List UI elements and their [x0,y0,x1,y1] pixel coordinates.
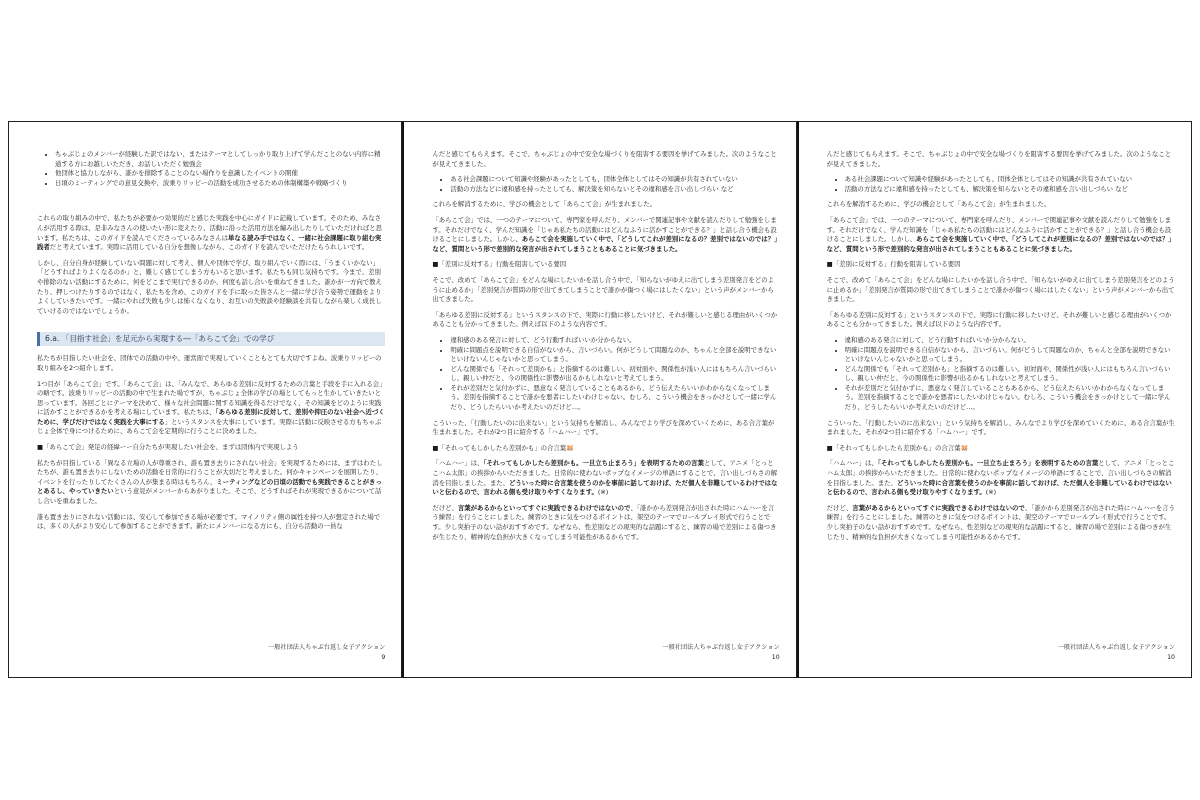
footer-org: 一般社団法人ちゃぶ台返し女子アクション [268,644,386,651]
paragraph: 1つ目が「あらこて会」です。「あらこて会」は、「みんなで、あらゆる差別に反対するための言葉と手段を手に入れる会」の略です。波乗りリッピーの活動の中で生まれた場ですが、ちゃぶじょ全体の学びの場としてもっと生かしていきたいと思っています。各回ごとにテーマを決めて、様々な社会問題に関する知識を得るだけでなく、その知識をどのように実践に活かすことができるかを考える場にしています。私たちは、「あらゆる差別に反対して、差別や抑圧のない社会へ近づくために、学びだけではなく実践を大事にする」というスタンスを大事にしています。実際に活動に反映させる方もちゃぶじょ全体で身につけるために、あらこて会を定期的に行うことに決めました。 [37,379,385,436]
document-viewer [8,121,1192,678]
paragraph: 私たちが目指したい社会を、団体での活動の中や、運営面で実現していくこともとても大切ですよね。波乗りリッピーの取り組みを2つ紹介します。 [37,354,382,372]
list-item: • ある社会課題について知識や経験があったとしても、団体全体としてはその知識が共有されていない [845,175,1175,185]
page-10 [402,121,796,678]
paragraph: 誰も置き去りにされない活動には、安心して参加できる場が必要です。マイノリティ側の属性を持つ人が想定された場では、多くの人がより安心して参加することができます。新たにメンバーになる方にも、自分ら活動の一員な [37,512,381,531]
page-9 [8,121,402,678]
list-item: • ある社会課題について知識や経験があったとしても、団体全体としてはその知識が共有されていない [450,175,779,185]
paragraph: 「ハムハー」は、「それってもしかしたら差別かも。一旦立ち止まろう」を表明するための言葉として、アニメ「とっとこハム太郎」の挨拶からいただきました。日常的に使わないポップなイメージの単語にすることで、言い出しづらさの解消を目指しました。また、どういった時に合言葉を使うのかを事前に話しておけば、ただ個人を非難しているわけではないと伝わるので、言われる側も受け取りやすくなります。(※) [826,459,1175,497]
list-item: • 違和感のある発言に対して、どう行動すればいいか分からない。 [845,336,1175,346]
hamster-icon: 🐹 [566,443,575,452]
page-content [37,150,385,538]
list-item: • 明確に問題点を説明できる自信がないから、言いづらい。何がどうして問題なのか、ちゃんと全部を説明できないといけないんじゃないかと思ってしまう。 [450,346,779,365]
bullet-list [827,336,1175,413]
paragraph: そこで、改めて「あらこて会」をどんな場にしたいかを話し合う中で、「知らないがゆえに出てしまう差別発言をどのように止めるか」「差別発言が質問の形で出てきてしまうことで誰かが傷つく場にはしたくない」という声がメンバーから出てきました。 [826,275,1175,304]
paragraph: こういった、「行動したいのに出来ない」という気持ちを解消し、みんなでより学びを深めていくために、ある合言葉が生まれました。それが2つ目に紹介する「ハムハー」です。 [826,418,1175,437]
subheading: ■「差別に反対する」行動を阻害している要因 [432,260,567,269]
paragraph: 私たちが目指している「異なる立場の人が尊重され、誰も置き去りにされない社会」を実現するためには、まずはわたしたちが、誰も置き去りにしないための活動を日常的に行うことが大切だと考えました。何かキャンペーンを展開したり、イベントを行ったりしてたくさんの人が集まる時はもちろん、ミーティングなどの日頃の活動でも実践できることがきっとあるし、やっていきたいという意見がメンバーからあがりました。そこで、どうすればそれが実現できるかについて話し合いを重ねました。 [37,458,383,506]
paragraph: しかし、自分自身が経験していない問題に対して考え、個人や団体で学び、取り組んでいく際には、「うまくいかない」「どうすればよりよくなるのか」と、難しく感じてしまう方もいると思います。私たちも同じ気持ちです。今まで、差別や排除のない活動にするために、何をどこまで実行できるのか、何度も話し合いを重ねてきました。誰かが一方向で教えたり、押しつけたりするのではなく、私たちを含め、このガイドを手に取った皆さんと一緒に学び合う姿勢で運動をよりよくしていきたいです。一緒にやれば失敗も少しは怖くなくなり、お互いの失敗談や経験談を共有しながら楽しく成長していけるのではないでしょうか。 [37,258,382,315]
subheading: ■「それってもしかしたら差別かも」の合言葉🐹 [826,443,969,452]
list-item: • 違和感のある発言に対して、どう行動すればいいか分からない。 [450,336,779,346]
paragraph: これらを解消するために、学びの機会として「あらこて会」が生まれました。 [826,200,1051,209]
paragraph: そこで、改めて「あらこて会」をどんな場にしたいかを話し合う中で、「知らないがゆえに出てしまう差別発言をどのように止めるか」「差別発言が質問の形で出てきてしまうことで誰かが傷つく場にはしたくない」という声がメンバーから出てきました。 [432,275,774,304]
list-item: • どんな関係でも「それって差別かも」と指摘するのは難しい。初対面や、関係性が浅い人にはもちろん言いづらいし、親しい仲だと、今の関係性に影響が出るかもしれないと考えてしまう。 [845,365,1175,384]
page-footer [1058,643,1175,663]
page-number: 9 [381,654,386,661]
bullet-list [432,175,779,194]
paragraph: んだと感じてもらえます。そこで、ちゃぶじょの中で安全な場づくりを阻害する要因を挙げてみました。次のようなことが見えてきました。 [432,150,777,168]
paragraph: だけど、言葉があるからといってすぐに実践できるわけではないので、「誰かから差別発言が出された時にハムハーを言う練習」を行うことにしました。練習のときに気をつけるポイントは、架空のテーマでロールプレイ形式で行うことです。少し突拍子のない話がおすすめです。なぜなら、性差別などの現実的な話題にすると、練習の場で差別による傷つきが生じたり、精神的な負担が大きくなってしまう可能性があるからです。 [826,503,1175,541]
list-item: • それが差別だと気付かずに、悪意なく発言していることもあるから、どう伝えたらいいかわからなくなってしまう。差別を指摘することで誰かを悪者にしたいわけじゃない。むしろ、こういう機会をきっかけとして一緒に学んだり、どうしたらいいか考えたいのだけど…。 [845,384,1175,413]
subheading: ■「差別に反対する」行動を阻害している要因 [826,260,961,269]
list-item: • 日頃のミーティングでの意見交換や、波乗りリッピーの活動を成功させるための体制構築や戦略づくり [55,179,385,189]
paragraph: こういった、「行動したいのに出来ない」という気持ちを解消し、みんなでより学びを深めていくために、ある合言葉が生まれました。それが2つ目に紹介する「ハムハー」です。 [432,418,775,437]
paragraph: 「あらこて会」では、一つのテーマについて、専門家を呼んだり、メンバーで関連記事や文献を読んだりして勉強をします。それだけでなく、学んだ知識を「じゃあ私たちの活動にはどんなふうに活かすことができる？」と話し合う機会も設けることにしました。しかし、あらこて会を実施していく中で、「どうしてこれが差別になるの？差別ではないのでは？」など、質問という形で差別的な発言が出されてしまうこともあることに気づきました。 [432,215,778,253]
paragraph: 「あらこて会」では、一つのテーマについて、専門家を呼んだり、メンバーで関連記事や文献を読んだりして勉強をします。それだけでなく、学んだ知識を「じゃあ私たちの活動にはどんなふうに活かすことができる？」と話し合う機会も設けることにしました。しかし、あらこて会を実施していく中で、「どうしてこれが差別になるの？差別ではないのでは？」など、質問という形で差別的な発言が出されてしまうこともあることに気づきました。 [826,215,1175,253]
bullet-list [432,336,779,413]
paragraph: 「ハムハー」は、「それってもしかしたら差別かも。一旦立ち止まろう」を表明するための言葉として、アニメ「とっとこハム太郎」の挨拶からいただきました。日常的に使わないポップなイメージの単語にすることで、言い出しづらさの解消を目指しました。また、どういった時に合言葉を使うのかを事前に話しておけば、ただ個人を非難しているわけではないと伝わるので、言われる側も受け取りやすくなります。(※) [432,459,778,497]
list-item: • 活動の方法などに違和感を持ったとしても、解決策を知らないとその違和感を言い出しづらい など [450,185,779,195]
bullet-list [827,175,1175,194]
list-item: • それが差別だと気付かずに、悪意なく発言していることもあるから、どう伝えたらいいかわからなくなってしまう。差別を指摘することで誰かを悪者にしたいわけじゃない。むしろ、こういう機会をきっかけとして一緒に学んだり、どうしたらいいか考えたいのだけど…。 [450,384,779,413]
paragraph: 「あらゆる差別に反対する」というスタンスの下で、実際に行動に移したいけど、それが難しいと感じる理由がいくつかあることも分かってきました。例えば以下のような内容です。 [432,310,778,329]
list-item: • 他団体と協力しながら、誰かを排除することのない場作りを意識したイベントの開催 [55,169,385,179]
footer-org: 一般社団法人ちゃぶ台返し女子アクション [662,644,780,651]
list-item: • 明確に問題点を説明できる自信がないから、言いづらい。何がどうして問題なのか、ちゃんと全部を説明できないといけないんじゃないかと思ってしまう。 [845,346,1175,365]
paragraph: これらを解消するために、学びの機会として「あらこて会」が生まれました。 [432,200,656,209]
page-10-duplicate [797,121,1192,678]
bullet-list [37,150,385,188]
paragraph: これらの取り組みの中で、私たちが必要かつ効果的だと感じた実践を中心にガイドに記載しています。そのため、みなさんが活用する際は、是非みなさんの使いたい形に変えたり、活動に沿った活用方法を編み出したりしていただければと思います。私たちは、このガイドを読んでくださっているみなさんは単なる読み手ではなく、一緒に社会課題に取り組む実践者だと考えています。実際に活用している自分を想像しながら、このガイドを読んでいただけたらうれしいです。 [37,214,383,252]
page-number: 10 [771,654,780,661]
list-item: • どんな関係でも「それって差別かも」と指摘するのは難しい。初対面や、関係性が浅い人にはもちろん言いづらいし、親しい仲だと、今の関係性に影響が出るかもしれないと考えてしまう。 [450,365,779,384]
subheading: ■「それってもしかしたら差別かも」の合言葉🐹 [432,443,575,452]
paragraph: んだと感じてもらえます。そこで、ちゃぶじょの中で安全な場づくりを阻害する要因を挙げてみました。次のようなことが見えてきました。 [826,150,1172,168]
page-footer [662,643,779,663]
paragraph: だけど、言葉があるからといってすぐに実践できるわけではないので、「誰かから差別発言が出された時にハムハーを言う練習」を行うことにしました。練習のときに気をつけるポイントは、架空のテーマでロールプレイ形式で行うことです。少し突拍子のない話がおすすめです。なぜなら、性差別などの現実的な話題にすると、練習の場で差別による傷つきが生じたり、精神的な負担が大きくなってしまう可能性があるからです。 [432,503,777,541]
hamster-icon: 🐹 [960,443,969,452]
page-footer [268,643,385,663]
page-number: 10 [1167,654,1175,661]
footer-org: 一般社団法人ちゃぶ台返し女子アクション [1057,644,1175,651]
section-heading: 6.a. 「目指す社会」を足元から実現する―「あらこて会」での学び [37,332,385,346]
page-content [432,150,779,548]
page-content [827,150,1175,548]
list-item: • 活動の方法などに違和感を持ったとしても、解決策を知らないとその違和感を言い出しづらい など [845,185,1175,195]
list-item: • ちゃぶじょのメンバーが経験した訳ではない、またはテーマとしてしっかり取り上げて学んだことのない内容に精通する方にお越しいただき、お話しいただく勉強会 [55,150,385,169]
subheading: ■「あらこて会」発足の経緯ーー自分たちが実現したい社会を、まずは団体内で実現しよう [37,443,299,452]
paragraph: 「あらゆる差別に反対する」というスタンスの下で、実際に行動に移したいけど、それが難しいと感じる理由がいくつかあることも分かってきました。例えば以下のような内容です。 [826,310,1172,329]
